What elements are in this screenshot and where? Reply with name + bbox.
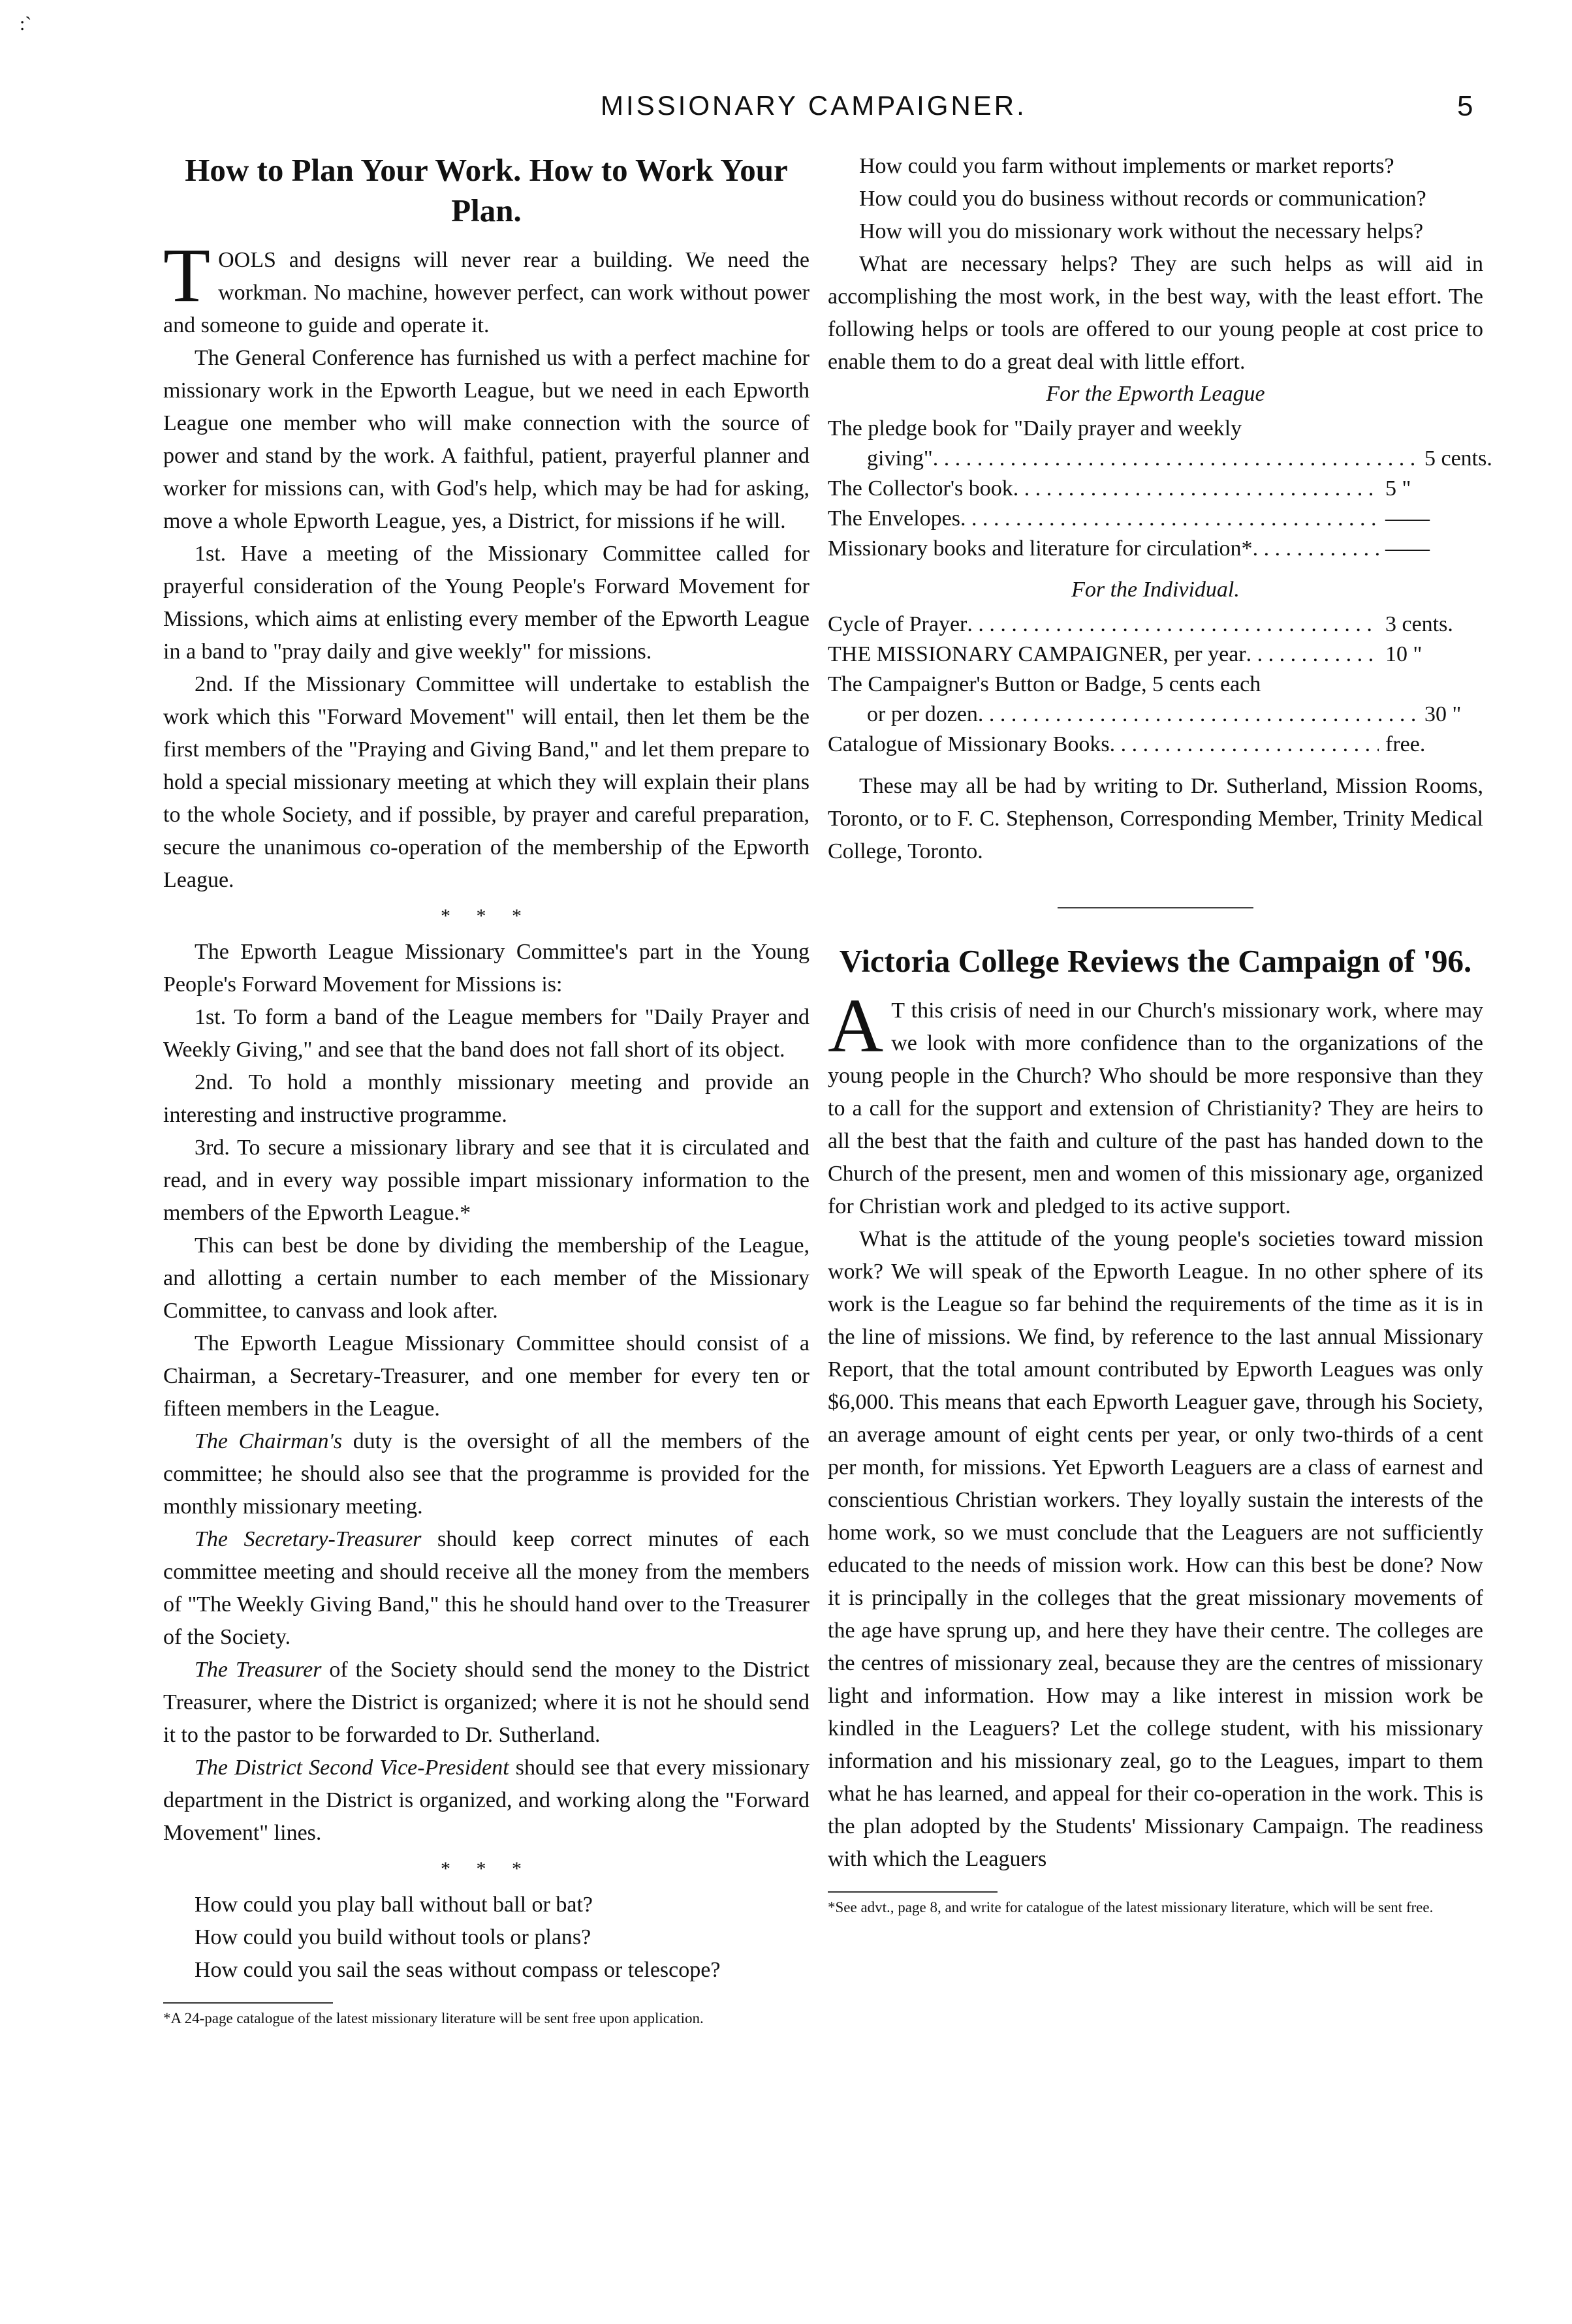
paragraph: The Epworth League Missionary Committee should consist of a Chairman, a Secretary-Treasurer, and one member for every ten or fifteen members in the League.	[163, 1331, 810, 1421]
price-item: THE MISSIONARY CAMPAIGNER, per year	[828, 642, 1246, 666]
price-cost: 3 cents.	[1385, 612, 1453, 636]
price-item: The Collector's book	[828, 476, 1013, 501]
drop-cap: A	[828, 983, 884, 1068]
price-cost: ——	[1385, 506, 1430, 531]
paragraph	[163, 1654, 810, 1752]
price-item: Cycle of Prayer	[828, 612, 967, 636]
drop-cap: T	[163, 232, 211, 318]
paragraph-text: OOLS and designs will never rear a building. We need the workman. No machine, however perfect, can work without power and someone to guide and operate it.	[163, 248, 810, 337]
paragraph	[163, 1523, 810, 1654]
running-header	[0, 90, 1572, 136]
paragraph: These may all be had by writing to Dr. Sutherland, Mission Rooms, Toronto, or to F. C. Stephenson, Corresponding Member, Trinity Medical College, Toronto.	[828, 774, 1483, 863]
leader-dots	[1246, 640, 1379, 670]
role-name: The Secretary-Treasurer	[195, 1527, 422, 1551]
leader-dots	[1013, 474, 1379, 504]
price-item: Missionary books and literature for circulation*	[828, 536, 1253, 561]
role-name: The District Second Vice-President	[195, 1756, 509, 1780]
price-row	[828, 610, 1483, 640]
paragraph	[163, 232, 810, 342]
section-divider: * * *	[441, 905, 532, 927]
price-row	[828, 640, 1483, 670]
price-list-league	[828, 414, 1492, 564]
running-title: MISSIONARY CAMPAIGNER.	[601, 90, 1027, 121]
price-item: or per dozen	[867, 702, 978, 726]
price-row	[828, 474, 1483, 504]
footnote: *See advt., page 8, and write for catalogue of the latest missionary literature, which will be sent free.	[828, 1899, 1434, 1915]
section-divider: * * *	[441, 1858, 532, 1880]
price-list-individual	[828, 610, 1483, 760]
paragraph: 1st. Have a meeting of the Missionary Committee called for prayerful consideration of the Young People's Forward Movement for Missions, which aims at enlisting every member of the Epworth League in a band to "pray daily and give weekly" for missions.	[163, 542, 810, 664]
leader-dots	[960, 504, 1379, 534]
article-title: How to Plan Your Work. How to Work Your Plan.	[185, 152, 788, 228]
paragraph: What are necessary helps? They are such helps as will aid in accomplishing the most work, in the best way, with the least effort. The following helps or tools are offered to our young people at cost price to enable them to do a great deal with little effort.	[828, 252, 1483, 374]
paragraph: The General Conference has furnished us with a perfect machine for missionary work in the Epworth League, but we need in each Epworth League one member who will make connection with the source of power and stand by the work. A faithful, patient, prayerful planner and worker for missions can, with God's help, which may be had for asking, move a whole Epworth League, yes, a District, for missions if he will.	[163, 346, 810, 533]
price-row	[828, 414, 1483, 444]
price-list-heading: For the Epworth League	[1046, 382, 1265, 406]
leader-dots	[978, 700, 1418, 730]
leader-dots	[933, 444, 1418, 474]
footnote-rule	[163, 2002, 333, 2004]
role-name: The Treasurer	[195, 1658, 322, 1682]
question-line: How could you build without tools or plans?	[195, 1925, 591, 1949]
price-item: The Envelopes	[828, 506, 960, 531]
right-column	[828, 150, 1492, 1917]
paragraph-text: duty is the oversight of all the members of the committee; he should also see that the programme is provided for the monthly missionary meeting.	[163, 1429, 810, 1519]
paragraph	[828, 983, 1483, 1223]
paragraph	[163, 1752, 810, 1850]
price-row	[828, 444, 1522, 474]
price-item: giving"	[867, 446, 933, 471]
price-row	[828, 670, 1483, 700]
page-number: 5	[1457, 90, 1473, 122]
price-item: The Campaigner's Button or Badge, 5 cents each	[828, 672, 1261, 696]
question-line: How could you do business without records or communication?	[859, 187, 1426, 211]
paragraph-text: should see that every missionary department in the District is organized, and working along the "Forward Movement" lines.	[163, 1756, 810, 1845]
price-cost: 5 "	[1385, 476, 1411, 501]
price-cost: 30 "	[1424, 702, 1462, 726]
leader-dots	[1253, 534, 1379, 564]
question-line: How will you do missionary work without the necessary helps?	[859, 219, 1424, 243]
article-separator	[1058, 907, 1253, 908]
paragraph: 1st. To form a band of the League members for "Daily Prayer and Weekly Giving," and see that the band does not fall short of its object.	[163, 1005, 810, 1062]
leader-dots	[967, 610, 1379, 640]
paragraph-text: T this crisis of need in our Church's missionary work, where may we look with more confidence than to the organizations of the young people in the Church? Who should be more responsive than they to a call for the support and extension of Christianity? They are heirs to all the best that the faith and culture of the past has handed down to the Church of the present, men and women of this missionary age, organized for Christian work and pledged to its active support.	[828, 999, 1483, 1218]
paragraph	[163, 1425, 810, 1523]
footnote-rule	[828, 1891, 998, 1893]
margin-mark: :`	[20, 13, 32, 35]
paragraph: What is the attitude of the young people's societies toward mission work? We will speak of the Epworth League. In no other sphere of its work is the League so far behind the requirements of the time as it is in the line of missions. We find, by reference to the last annual Missionary Report, that the total amount contributed by Epworth Leagues was only $6,000. This means that each Epworth Leaguer gave, through his Society, an average amount of eight cents per year, or only two-thirds of a cent per month, for missions. Yet Epworth Leaguers are a class of earnest and conscientious Christian workers. They loyally sustain the interests of the home work, so we must conclude that the Leaguers are not sufficiently educated to the needs of mission work. How can this best be done? Now it is principally in the colleges that the great missionary movements of the age have sprung up, and here they have their centre. The colleges are the centres of missionary zeal, because they are the centres of missionary light and information. How may a like interest in mission work be kindled in the Leaguers? Let the college student, with his missionary information and his missionary zeal, go to the Leagues, impart to them what he has learned, and appeal for their co-operation in the work. This is the plan adopted by the Students' Missionary Campaign. The readiness with which the Leaguers	[828, 1227, 1483, 1871]
price-row	[828, 504, 1483, 534]
price-item: Catalogue of Missionary Books	[828, 732, 1110, 756]
paragraph: The Epworth League Missionary Committee's part in the Young People's Forward Movement for Missions is:	[163, 940, 810, 997]
article-title: Victoria College Reviews the Campaign of '96.	[839, 943, 1472, 979]
paragraph-text: should keep correct minutes of each committee meeting and should receive all the money from the members of "The Weekly Giving Band," this he should hand over to the Treasurer of the Society.	[163, 1527, 810, 1649]
question-line: How could you farm without implements or market reports?	[859, 154, 1394, 178]
paragraph-text: of the Society should send the money to the District Treasurer, where the District is organized; where it is not he should send it to the pastor to be forwarded to Dr. Sutherland.	[163, 1658, 810, 1747]
paragraph: 2nd. If the Missionary Committee will undertake to establish the work which this "Forward Movement" will entail, then let them be the first members of the "Praying and Giving Band," and let them prepare to hold a special missionary meeting at which they will explain their plans to the whole Society, and if possible, by prayer and careful preparation, secure the unanimous co-operation of the membership of the Epworth League.	[163, 672, 810, 892]
price-item: The pledge book for "Daily prayer and weekly	[828, 416, 1242, 441]
paragraph: 2nd. To hold a monthly missionary meeting and provide an interesting and instructive programme.	[163, 1070, 810, 1127]
paragraph: 3rd. To secure a missionary library and see that it is circulated and read, and in every way possible impart missionary information to the members of the Epworth League.*	[163, 1136, 810, 1225]
left-column	[163, 150, 810, 2028]
paragraph: This can best be done by dividing the membership of the League, and allotting a certain number to each member of the Missionary Committee, to canvass and look after.	[163, 1233, 810, 1323]
leader-dots	[1110, 730, 1379, 760]
footnote: *A 24-page catalogue of the latest missionary literature will be sent free upon application.	[163, 2010, 704, 2026]
price-list-heading: For the Individual.	[1071, 578, 1240, 602]
question-line: How could you sail the seas without compass or telescope?	[195, 1958, 721, 1982]
price-row	[828, 730, 1483, 760]
price-cost: ——	[1385, 536, 1430, 561]
price-cost: free.	[1385, 732, 1426, 756]
price-row	[828, 534, 1483, 564]
price-cost: 10 "	[1385, 642, 1423, 666]
role-name: The Chairman's	[195, 1429, 343, 1453]
question-line: How could you play ball without ball or bat?	[195, 1893, 593, 1917]
price-row	[828, 700, 1522, 730]
price-cost: 5 cents.	[1424, 446, 1492, 471]
